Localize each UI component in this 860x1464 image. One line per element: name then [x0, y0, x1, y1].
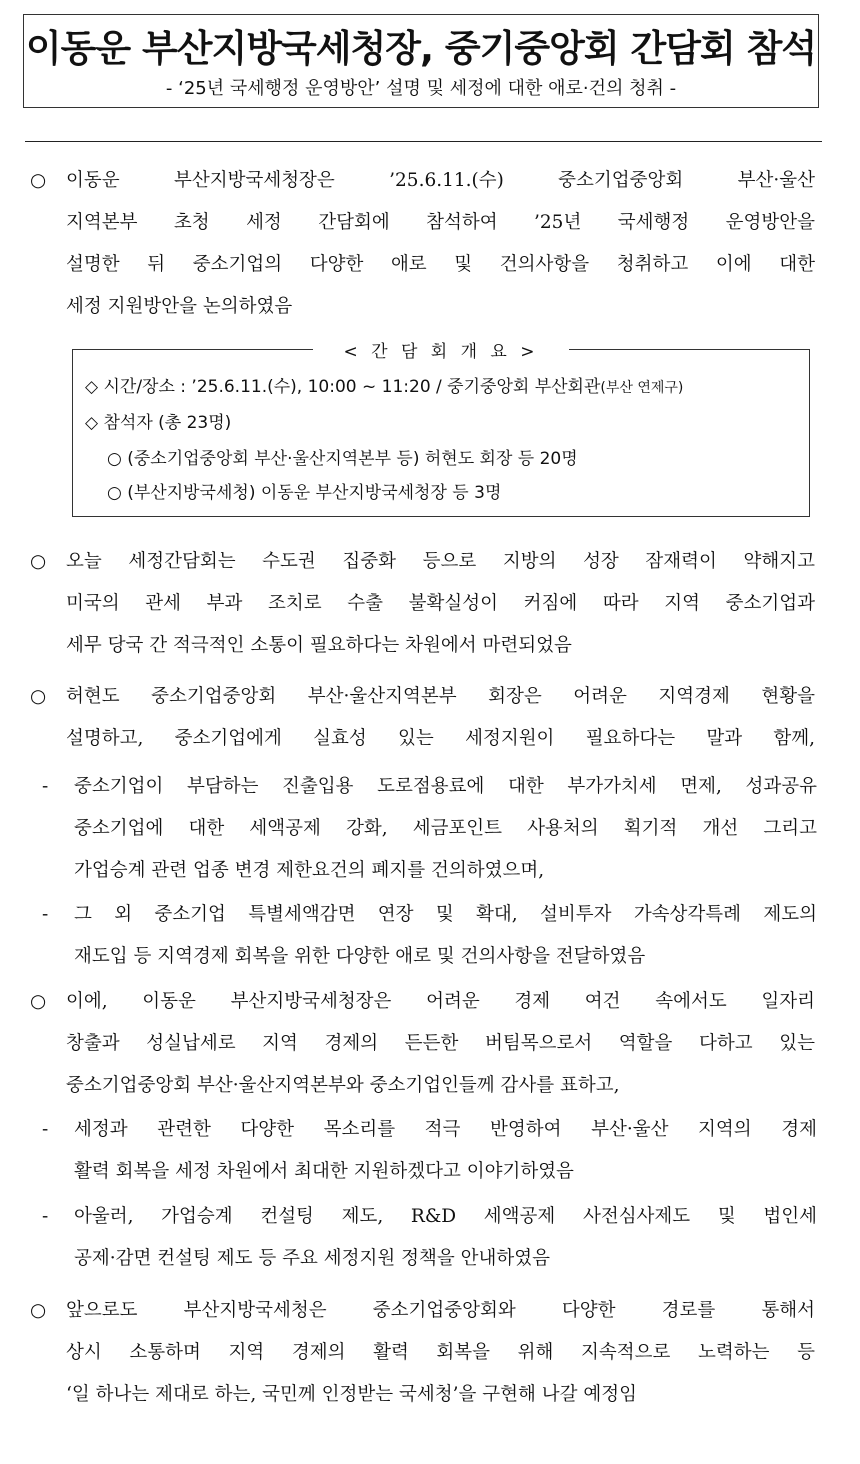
paragraph-line: 중소기업중앙회 부산·울산지역본부와 중소기업인들께 감사를 표하고, — [66, 1075, 620, 1096]
overview-time-place: ◇ 시간/장소 : ’25.6.11.(수), 10:00 ~ 11:20 / 중기중앙회 부산회관(부산 연제구) — [85, 377, 684, 397]
sub-item-2 — [42, 894, 817, 978]
paragraph-line: 오늘 세정간담회는 수도권 집중화 등으로 지방의 성장 잠재력이 약해지고 — [66, 551, 815, 572]
bullet-circle: ○ — [30, 686, 47, 707]
page-title: 이동운 부산지방국세청장, 중기중앙회 간담회 참석 — [25, 27, 817, 70]
paragraph-line: ‘일 하나는 제대로 하는, 국민께 인정받는 국세청’을 구현해 나갈 예정임 — [66, 1384, 637, 1405]
sub-item-line: 세정과 관련한 다양한 목소리를 적극 반영하여 부산·울산 지역의 경제 — [74, 1119, 817, 1140]
sub-item-line: 중소기업에 대한 세액공제 강화, 세금포인트 사용처의 획기적 개선 그리고 — [74, 818, 817, 839]
sub-item-line: 아울러, 가업승계 컨설팅 제도, R&D 세액공제 사전심사제도 및 법인세 — [74, 1206, 817, 1227]
overview-attendee-1: ○ (중소기업중앙회 부산·울산지역본부 등) 허현도 회장 등 20명 — [107, 449, 578, 469]
page-subtitle: - ‘25년 국세행정 운영방안’ 설명 및 세정에 대한 애로·건의 청취 - — [165, 78, 677, 99]
paragraph-line: 이동운 부산지방국세청장은 ’25.6.11.(수) 중소기업중앙회 부산·울산 — [66, 170, 815, 191]
sub-item-line: 재도입 등 지역경제 회복을 위한 다양한 애로 및 건의사항을 전달하였음 — [74, 946, 646, 967]
sub-item-1 — [42, 766, 817, 892]
bullet-dash: - — [42, 904, 49, 925]
paragraph-line: 허현도 중소기업중앙회 부산·울산지역본부 회장은 어려운 지역경제 현황을 — [66, 686, 815, 707]
title-box — [23, 14, 819, 108]
bullet-circle: ○ — [30, 991, 47, 1012]
bullet-circle: ○ — [30, 551, 47, 572]
paragraph-line: 상시 소통하며 지역 경제의 활력 회복을 위해 지속적으로 노력하는 등 — [66, 1342, 815, 1363]
sub-item-line: 공제·감면 컨설팅 제도 등 주요 세정지원 정책을 안내하였음 — [74, 1248, 550, 1269]
paragraph-line: 앞으로도 부산지방국세청은 중소기업중앙회와 다양한 경로를 통해서 — [66, 1300, 815, 1321]
sub-item-line: 활력 회복을 세정 차원에서 최대한 지원하겠다고 이야기하였음 — [74, 1161, 574, 1182]
sub-item-line: 가업승계 관련 업종 변경 제한요건의 폐지를 건의하였으며, — [74, 860, 545, 881]
paragraph-line: 세정 지원방안을 논의하였음 — [66, 296, 293, 317]
paragraph-line: 지역본부 초청 세정 간담회에 참석하여 ’25년 국세행정 운영방안을 — [66, 212, 815, 233]
overview-box — [72, 342, 810, 517]
sub-item-line: 중소기업이 부담하는 진출입용 도로점용료에 대한 부가가치세 면제, 성과공유 — [74, 776, 817, 797]
paragraph-line: 세무 당국 간 적극적인 소통이 필요하다는 차원에서 마련되었음 — [66, 635, 572, 656]
sub-item-line: 그 외 중소기업 특별세액감면 연장 및 확대, 설비투자 가속상각특례 제도의 — [74, 904, 817, 925]
bullet-circle: ○ — [30, 170, 47, 191]
bullet-circle: ○ — [30, 1300, 47, 1321]
divider — [25, 141, 822, 142]
overview-attendees: ◇ 참석자 (총 23명) — [85, 413, 232, 433]
location-note: (부산 연제구) — [600, 380, 684, 396]
paragraph-1 — [30, 160, 815, 328]
paragraph-4 — [30, 981, 815, 1107]
paragraph-line: 설명한 뒤 중소기업의 다양한 애로 및 건의사항을 청취하고 이에 대한 — [66, 254, 815, 275]
paragraph-2 — [30, 541, 815, 667]
sub-item-3 — [42, 1109, 817, 1193]
overview-legend: < 간 담 회 개 요 > — [313, 342, 568, 362]
bullet-dash: - — [42, 1206, 49, 1227]
bullet-dash: - — [42, 776, 49, 797]
sub-item-4 — [42, 1196, 817, 1280]
paragraph-3 — [30, 676, 815, 760]
paragraph-line: 설명하고, 중소기업에게 실효성 있는 세정지원이 필요하다는 말과 함께, — [66, 728, 815, 749]
overview-attendee-2: ○ (부산지방국세청) 이동운 부산지방국세청장 등 3명 — [107, 483, 502, 503]
paragraph-5 — [30, 1290, 815, 1416]
paragraph-line: 이에, 이동운 부산지방국세청장은 어려운 경제 여건 속에서도 일자리 — [66, 991, 815, 1012]
bullet-dash: - — [42, 1119, 49, 1140]
paragraph-line: 창출과 성실납세로 지역 경제의 든든한 버팀목으로서 역할을 다하고 있는 — [66, 1033, 815, 1054]
paragraph-line: 미국의 관세 부과 조치로 수출 불확실성이 커짐에 따라 지역 중소기업과 — [66, 593, 815, 614]
